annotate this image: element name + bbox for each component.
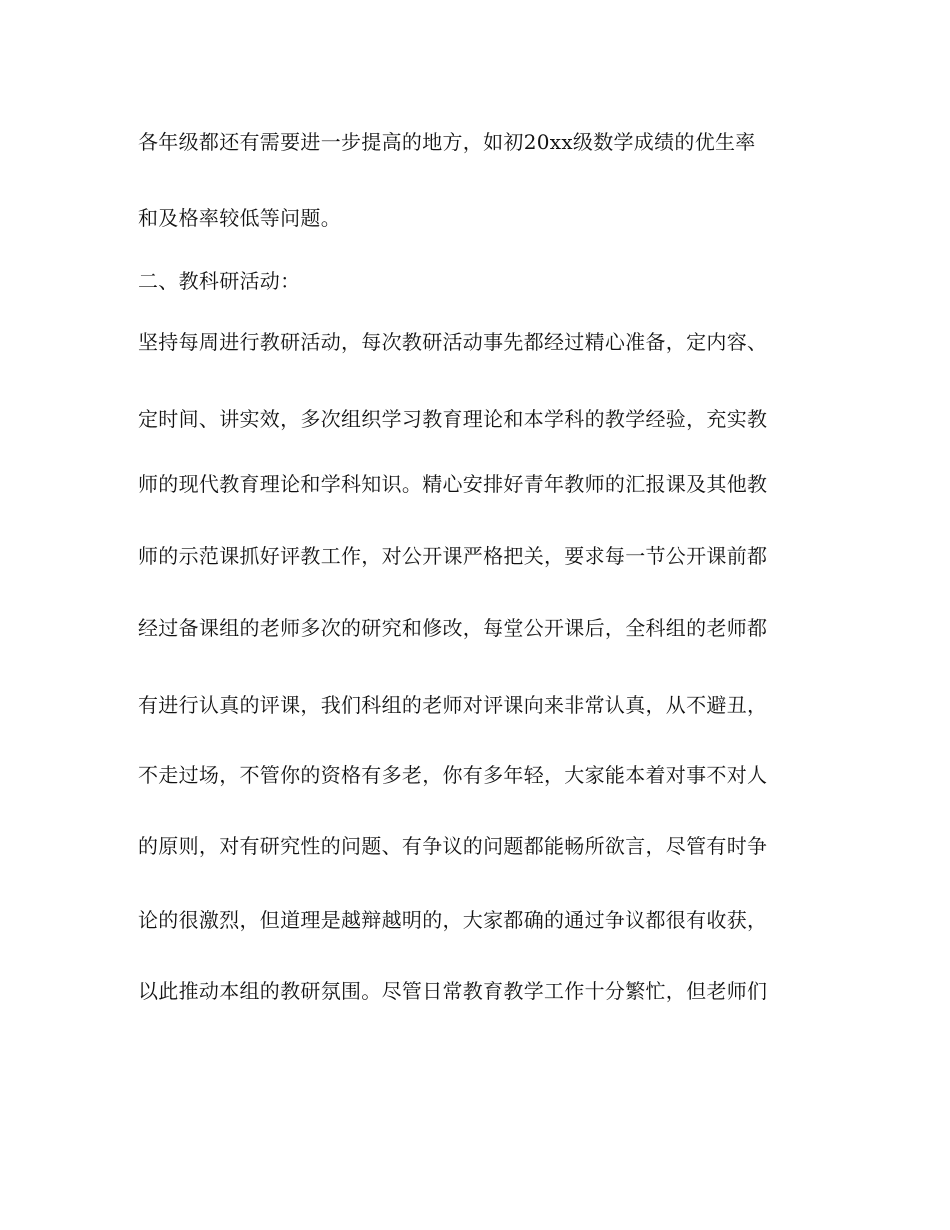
paragraph-line: 不走过场，不管你的资格有多老，你有多年轻，大家能本着对事不对人 [138, 763, 768, 787]
paragraph-line: 师的示范课抓好评教工作，对公开课严格把关，要求每一节公开课前都 [138, 544, 768, 568]
paragraph-line: 以此推动本组的教研氛围。尽管日常教育教学工作十分繁忙，但老师们 [138, 979, 768, 1003]
paragraph-line: 师的现代教育理论和学科知识。精心安排好青年教师的汇报课及其他教 [138, 472, 768, 496]
paragraph-line: 各年级都还有需要进一步提高的地方，如初20xx级数学成绩的优生率 [138, 130, 756, 154]
paragraph-line: 经过备课组的老师多次的研究和修改，每堂公开课后，全科组的老师都 [138, 616, 768, 640]
section-heading: 二、教科研活动： [138, 269, 301, 293]
paragraph-line: 定时间、讲实效，多次组织学习教育理论和本学科的教学经验，充实教 [138, 407, 768, 431]
paragraph-line: 的原则，对有研究性的问题、有争议的问题都能畅所欲言，尽管有时争 [138, 834, 768, 858]
paragraph-line: 坚持每周进行教研活动，每次教研活动事先都经过精心准备，定内容、 [138, 330, 768, 354]
paragraph-line: 有进行认真的评课，我们科组的老师对评课向来非常认真，从不避丑， [138, 693, 768, 717]
paragraph-line: 论的很激烈，但道理是越辩越明的，大家都确的通过争议都很有收获， [138, 908, 768, 932]
paragraph-line: 和及格率较低等问题。 [138, 206, 341, 230]
